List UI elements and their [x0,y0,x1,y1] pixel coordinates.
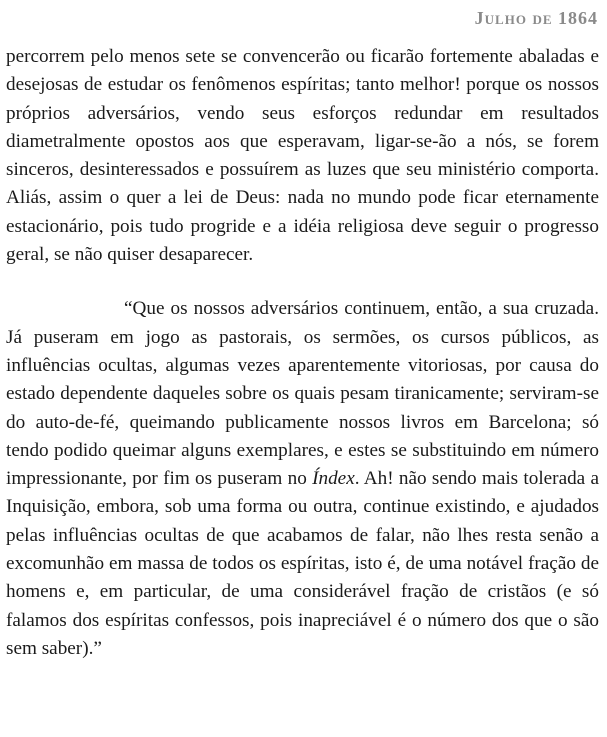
page-body [6,43,599,663]
paragraph-2-text-start: “Que os nossos adversários continuem, então, a sua cruzada. Já puseram em jogo as pastorais, os sermões, os cursos públicos, as influências ocultas, algumas vezes aparentemente vitoriosas, por causa do estado dependente daqueles sobre os quais pesam tiranicamente; serviram-se do auto-de-fé, queimando publicamente nossos livros em Barcelona; só tendo podido queimar alguns exemplares, e estes se substituindo em número impressionante, por fim os puseram no [6,298,599,490]
index-italic-term: Índex [312,468,355,490]
paragraph-2 [6,295,599,663]
paragraph-2-text-end: . Ah! não sendo mais tolerada a Inquisição, embora, sob uma forma ou outra, continue existindo, e ajudados pelas influências ocultas de que acabamos de falar, não lhes resta senão a excomunhão em massa de todos os espíritas, isto é, de uma notável fração de homens e, em particular, de uma considerável fração de cristãos (e só falamos dos espíritas confessos, pois inapreciável é o número dos que o são sem saber).” [6,468,599,659]
paragraph-1: percorrem pelo menos sete se convencerão ou ficarão fortemente abaladas e desejosas de estudar os fenômenos espíritas; tanto melhor! porque os nossos próprios adversários, vendo seus esforços redundar em resultados diametralmente opostos aos que esperavam, ligar-se-ão a nós, se forem sinceros, desinteressados e possuírem as luzes que seu ministério comporta. Aliás, assim o quer a lei de Deus: nada no mundo pode ficar eternamente estacionário, pois tudo progride e a idéia religiosa deve seguir o progresso geral, se não quiser desaparecer. [6,46,599,266]
running-header: Julho de 1864 [474,8,598,28]
